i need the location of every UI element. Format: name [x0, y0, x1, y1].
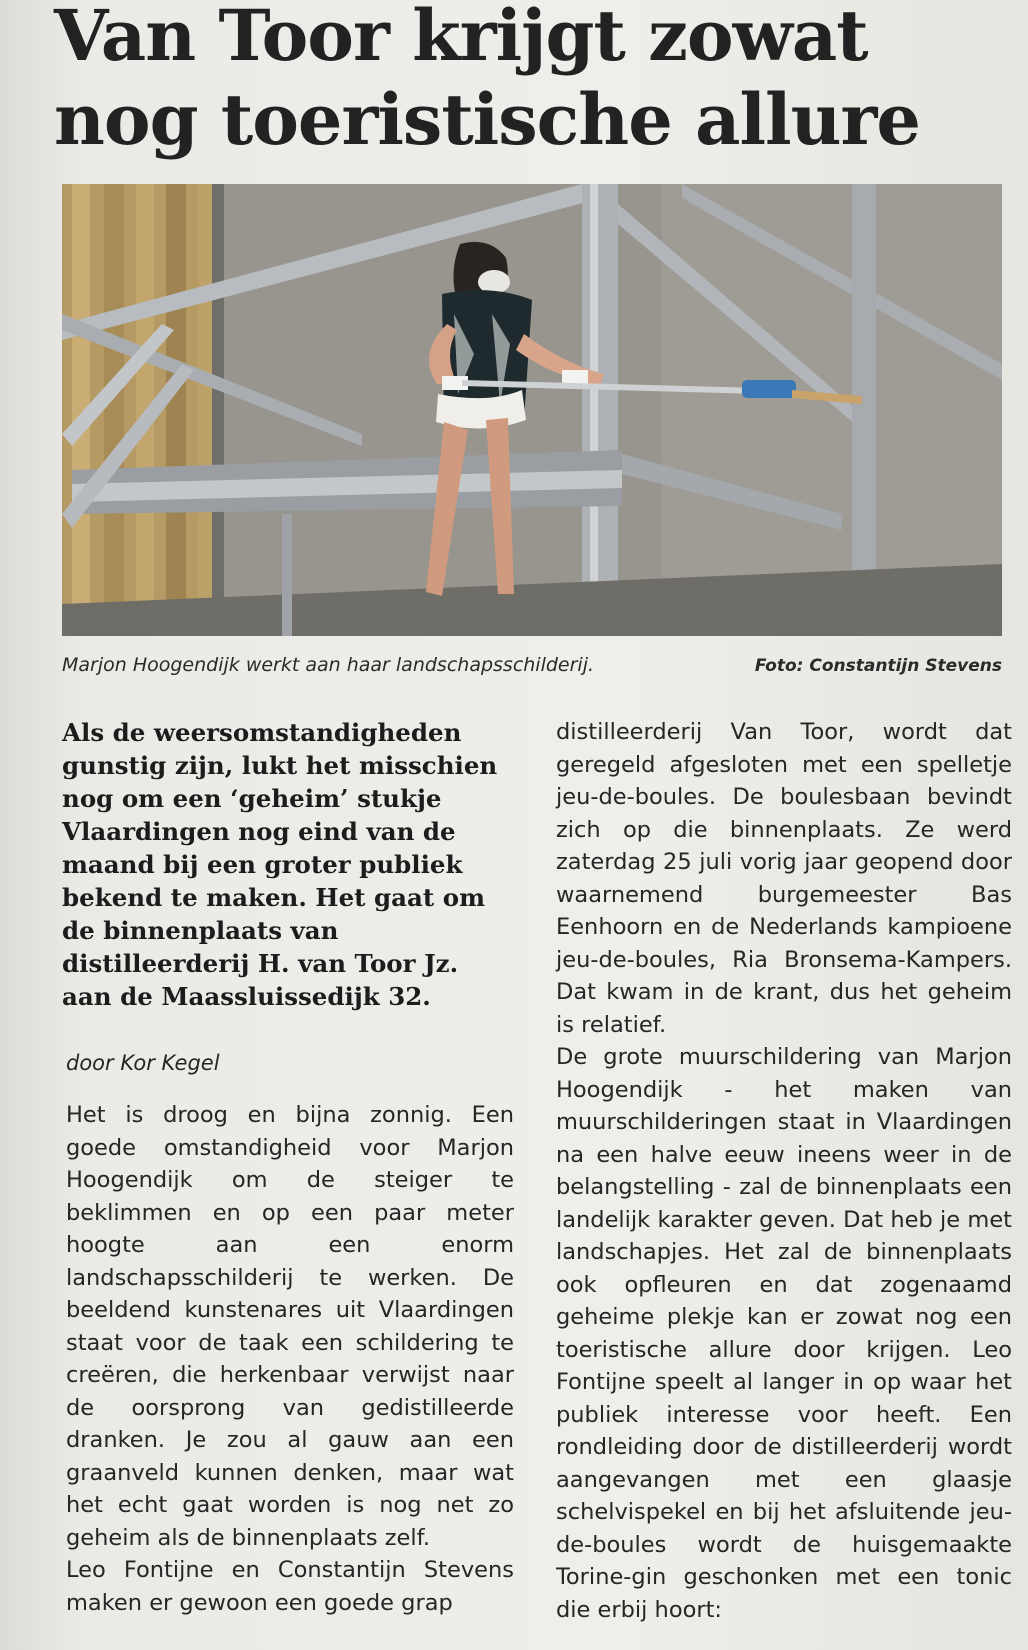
photo-caption: [62, 654, 1002, 684]
article-photo: [62, 184, 1002, 636]
column-right: [556, 716, 1012, 1626]
body-text-left: Het is droog en bijna zonnig. Een goede omstandigheid voor Marjon Hoogendijk om de steiger te beklimmen en op een paar meter hoogte aan een enorm landschapsschilderij te werken. De beeldend kunstenares uit Vlaardingen staat voor de taak een schildering te creëren, die herkenbaar verwijst naar de oorsprong van gedistilleerde dranken. Je zou al gauw aan een graanveld kunnen denken, maar wat het echt gaat worden is nog net zo geheim als de binnenplaats zelf. Leo Fontijne en Constantijn Stevens maken er gewoon een goede grap: [66, 1102, 514, 1616]
byline: door Kor Kegel: [66, 1051, 220, 1075]
lead-paragraph: Als de weersomstandigheden gunstig zijn, lukt het misschien nog om een ‘geheim’ stukje Vlaardingen nog eind van de maand bij een groter publiek bekend te maken. Het gaat om de binnenplaats van distilleerderij H. van Toor Jz. aan de Maassluissedijk 32.: [62, 718, 498, 1011]
body-text-right: distilleerderij Van Toor, wordt dat geregeld afgesloten met een spelletje jeu-de-boules. De boulesbaan bevindt zich op die binnenplaats. Ze werd zaterdag 25 juli vorig jaar geopend door waarnemend burgemeester Bas Eenhoorn en de Nederlands kampioene jeu-de-boules, Ria Bronsema-Kampers. Dat kwam in de krant, dus het geheim is relatief. De grote muurschildering van Marjon Hoogendijk - het maken van muurschilderingen staat in Vlaardingen na een halve eeuw ineens weer in de belangstelling - zal de binnenplaats een landelijk karakter geven. Dat heb je met landschapjes. Het zal de binnenplaats ook opfleuren en dat zogenaamd geheime plekje kan er zowat nog een toeristische allure door krijgen. Leo Fontijne speelt al langer in op waar het publiek interesse voor heeft. Een rondleiding door de distilleerderij wordt aangevangen met een glaasje schelvispekel en bij het afsluitende jeu-de-boules wordt de huisgemaakte Torine-gin geschonken met een tonic die erbij hoort:: [556, 719, 1012, 1623]
column-left: [62, 716, 514, 1619]
headline: Van Toor krijgt zowat nog toeristische allure: [54, 0, 920, 161]
caption-text: Marjon Hoogendijk werkt aan haar landschapsschilderij.: [62, 654, 595, 676]
photo-credit: Foto: Constantijn Stevens: [754, 656, 1002, 676]
